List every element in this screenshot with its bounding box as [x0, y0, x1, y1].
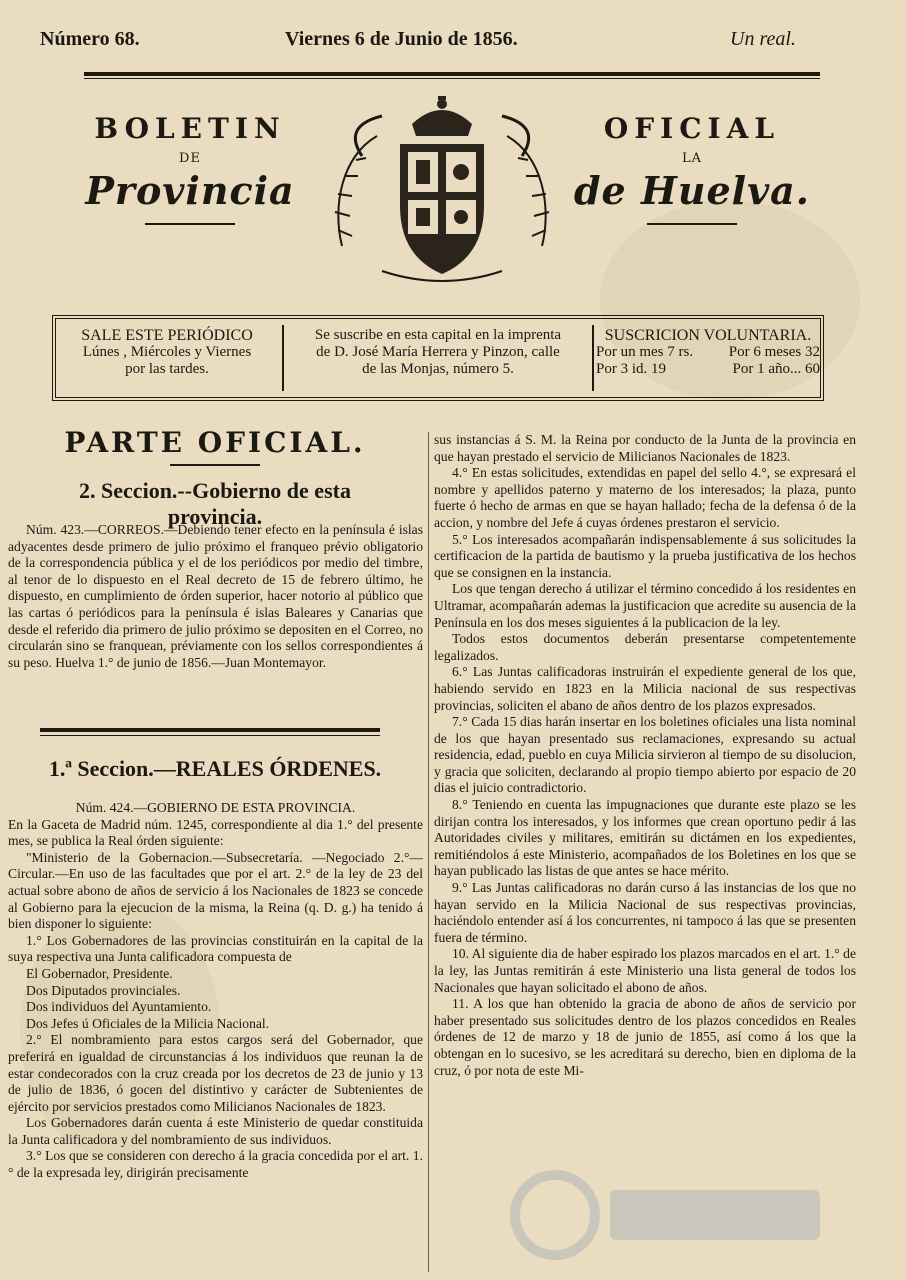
address-line-2: de D. José María Herrera y Pinzon, calle [316, 344, 560, 360]
section-rule-thin [40, 735, 380, 736]
reales-ordenes-text [8, 800, 423, 1182]
documentos-paragraph: Todos estos documentos deberán presentarse competentemente legalizados. [434, 631, 856, 663]
masthead-word-provincia: Provincia [85, 168, 295, 213]
gobernadores-paragraph: Los Gobernadores darán cuenta á este Ministerio de quedar constituida la Junta calificadora y del nombramiento de sus individuos. [8, 1115, 423, 1147]
issue-header [40, 28, 806, 54]
section-1-heading: 1.ª Seccion.—REALES ÓRDENES. [48, 756, 382, 781]
price-one-month: Por un mes 7 rs. [596, 344, 694, 360]
subscription-prices [596, 327, 820, 378]
junta-member-individuos: Dos individuos del Ayuntamiento. [26, 999, 212, 1015]
masthead-word-oficial: OFICIAL [603, 112, 781, 145]
masthead-word-boletin: BOLETIN [94, 112, 286, 145]
masthead-word-la: LA [681, 151, 703, 166]
article-4: 4.° En estas solicitudes, extendidas en papel del sello 4.°, se expresará el nombre y apellidos paterno y materno de los interesados; la plaza, punto fuerte ó hecho de armas en que se hayan hallado; fecha de la defensa ó de la accion, y nombre del Jefe á cuyas órdenes prestaron el servicio. [434, 465, 856, 530]
ornament-line [145, 223, 235, 225]
coat-of-arms-icon [322, 96, 562, 286]
article-8: 8.° Teniendo en cuenta las impugnaciones que durante este plazo se les dirijan contra los interesados, y los informes que crean oportuno pedir á las Autoridades civiles y militares, emitirán su dictámen en los expedientes, remitiéndolos á este Ministerio, acompañados de los Boletines en los que se hayan publicado las listas de que antes se hace mérito. [434, 797, 856, 879]
subscription-address [290, 327, 586, 378]
header-rule [84, 72, 820, 76]
masthead-word-de: DE [179, 151, 201, 166]
schedule-days: Lúnes , Miércoles y Viernes [82, 344, 252, 360]
prices-title: SUSCRICION VOLUNTARIA. [604, 327, 812, 344]
correos-notice [8, 522, 423, 671]
ornament-line [647, 223, 737, 225]
continuation-paragraph: sus instancias á S. M. la Reina por conducto de la Junta de la provincia en que hayan prestado el servicio de Milicianos Nacionales de 1823. [434, 432, 856, 464]
article-9: 9.° Las Juntas calificadoras no darán curso á las instancias de los que no hayan servido en la Milicia Nacional de sus respectivas provincias, haciéndolo entender así á los concurrentes, ni tampoco á las que se presenten fuera de término. [434, 880, 856, 945]
schedule-time: por las tardes. [125, 361, 209, 377]
num424-title: Núm. 424.—GOBIERNO DE ESTA PROVINCIA. [75, 800, 356, 815]
box-divider [592, 325, 594, 391]
price-row [596, 361, 820, 378]
issue-price: Un real. [730, 28, 796, 50]
address-line-1: Se suscribe en esta capital en la imprenta [314, 327, 562, 343]
price-row [596, 344, 820, 361]
parte-oficial-heading: PARTE OFICIAL. [64, 426, 366, 459]
price-three-months: Por 3 id. 19 [596, 361, 667, 377]
article-6: 6.° Las Juntas calificadoras instruirán el expediente general de los que, habiendo servido en 1823 en la Milicia nacional de sus respectivas provincias, soliciten el abano de años dentro de los plazos expresados. [434, 664, 856, 713]
correos-paragraph: Núm. 423.—CORREOS.—Debiendo tener efecto en la península é islas adyacentes desde primero de julio próximo el franqueo prévio obligatorio de la correspondencia pública y el de los periódicos por medio del timbre, al tenor de lo dispuesto en el Real decreto de 15 de febrero último, he dispuesto, en cumplimiento de órden superior, hacer notorio al público que las cartas ó periódicos para la península é islas Baleares y Canarias que desde el referido dia primero de julio próximo se depositen en el Correo, no circularán sino se franquean, préviamente con los sellos correspondientes á su peso. Huelva 1.° de junio de 1856.—Juan Montemayor. [8, 522, 423, 670]
article-7: 7.° Cada 15 dias harán insertar en los boletines oficiales una lista nominal de los que hayan presentado sus reclamaciones, expresando su actual residencia, edad, pueblo en cuya Milicia sirvieron al tiempo de su disolucion, y gracia que soliciten, declarando al propio tiempo abierto por espacio de 20 dias el juicio contradictorio. [434, 714, 856, 796]
masthead-left [70, 112, 310, 225]
article-11: 11. A los que han obtenido la gracia de abono de años de servicio por haber presentado sus solicitudes dentro de los plazos concedidos en Reales órdenes de 12 de marzo y 18 de junio de 1855, así como á los que la obtengan en lo sucesivo, se les acreditará su derecho, bien en diploma de la cruz, ó por nota de este Mi- [434, 996, 856, 1078]
header-rule-thin [84, 78, 820, 79]
column-divider [428, 432, 429, 1272]
gaceta-paragraph: En la Gaceta de Madrid núm. 1245, correspondiente al dia 1.° del presente mes, se publica la Real órden siguiente: [8, 816, 423, 849]
subscription-box [52, 315, 824, 401]
masthead-word-huelva: de Huelva. [573, 168, 811, 213]
price-one-year: Por 1 año... 60 [732, 361, 820, 377]
article-2: 2.° El nombramiento para estos cargos será del Gobernador, que preferirá en igualdad de circunstancias á los individuos que reunan la de estar condecorados con la cruz creada por los decretos de 23 de junio y 13 de julio de 1836, ó gocen del distintivo y carácter de Subtenientes de ejército por servicios prestados como Milicianos Nacionales de 1823. [8, 1032, 423, 1114]
ministerio-paragraph: "Ministerio de la Gobernacion.—Subsecretaría. —Negociado 2.°—Circular.—En uso de las facultades que por el art. 2.° de la ley de 23 del actual sobre abono de años de servicio á los Nacionales de 1823 se concede al Gobierno para la ejecucion de la misma, la Reina (q. D. g.) ha tenido á bien disponer lo siguiente: [8, 849, 423, 932]
article-3: 3.° Los que se consideren con derecho á la gracia concedida por el art. 1.° de la expresada ley, dirigirán precisamente [8, 1148, 423, 1181]
junta-member-gobernador: El Gobernador, Presidente. [26, 965, 173, 981]
right-column-text [434, 432, 856, 1079]
issue-number: Número 68. [40, 28, 140, 50]
schedule-title: SALE ESTE PERIÓDICO [81, 327, 253, 344]
masthead-right [572, 112, 812, 225]
junta-member-diputados: Dos Diputados provinciales. [26, 982, 181, 998]
section-rule [40, 728, 380, 732]
section-2-heading: 2. Seccion.--Gobierno de esta provincia. [79, 478, 351, 529]
issue-date: Viernes 6 de Junio de 1856. [285, 28, 518, 50]
archive-watermark-icon [500, 1160, 830, 1270]
price-six-months: Por 6 meses 32 [728, 344, 820, 360]
junta-member-jefes: Dos Jefes ú Oficiales de la Milicia Nacional. [26, 1015, 270, 1031]
publication-schedule [62, 327, 272, 378]
address-line-3: de las Monjas, número 5. [362, 361, 514, 377]
ultramar-paragraph: Los que tengan derecho á utilizar el término concedido á los residentes en Ultramar, acompañarán ademas la justificacion que acredite su ausencia de la Península en los dos meses siguientes á la publicacion de la ley. [434, 581, 856, 630]
box-divider [282, 325, 284, 391]
article-1: 1.° Los Gobernadores de las provincias constituirán en la capital de la suya respectiva una Junta calificadora compuesta de [8, 932, 423, 965]
article-5: 5.° Los interesados acompañarán indispensablemente á sus solicitudes la certificacion de la partida de bautismo y la prueba justificativa de los hechos que se consignen en la instancia. [434, 531, 856, 580]
ornament-line [170, 464, 260, 466]
article-10: 10. Al siguiente dia de haber espirado los plazos marcados en el art. 1.° de la ley, las Juntas remitirán á este Ministerio una lista general de todos los Nacionales que hayan solicitado el abono de años. [434, 946, 856, 995]
